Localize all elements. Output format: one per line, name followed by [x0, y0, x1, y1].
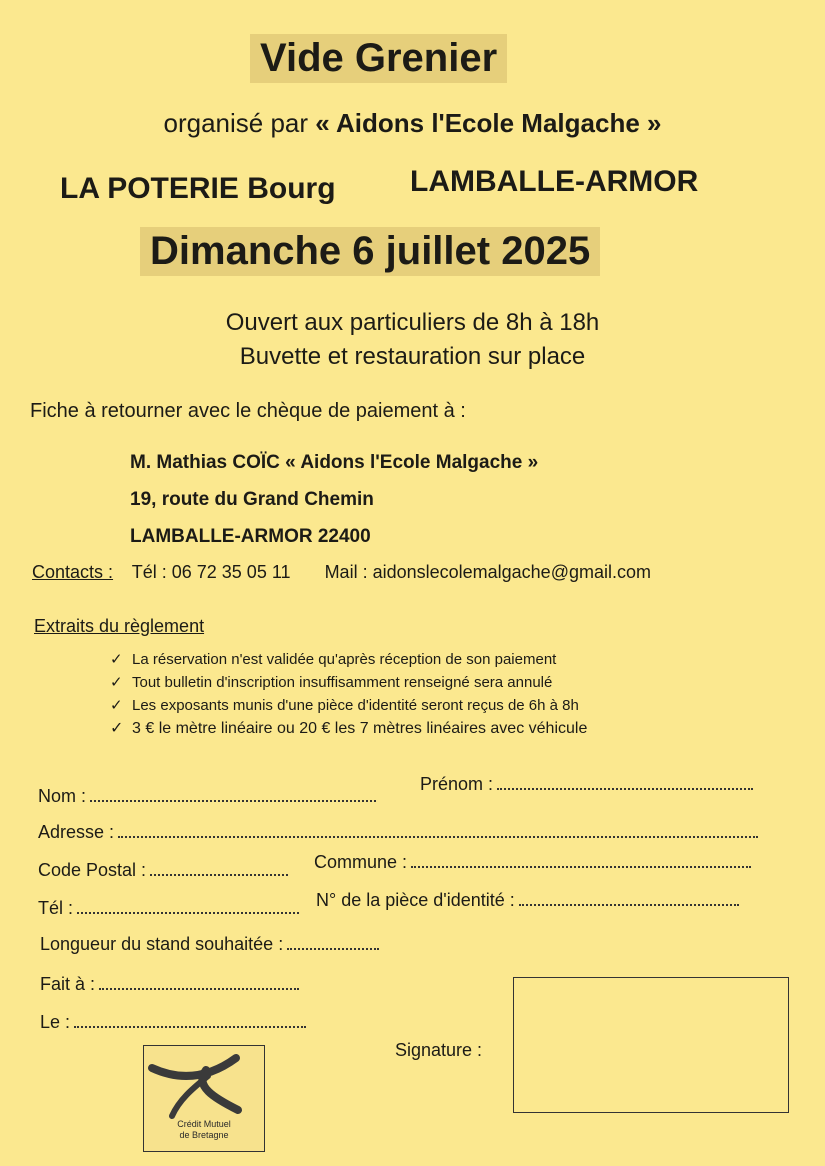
field-longueur-stand[interactable]: Longueur du stand souhaitée : [40, 934, 379, 955]
list-item: ✓ La réservation n'est validée qu'après réception de son paiement [110, 648, 587, 671]
longueur-dotted-line[interactable] [287, 934, 379, 950]
opening-hours: Ouvert aux particuliers de 8h à 18h [225, 309, 600, 336]
contact-phone: Tél : 06 72 35 05 11 [131, 562, 291, 582]
checkmark-icon: ✓ [110, 720, 124, 737]
field-nom[interactable]: Nom : [38, 786, 376, 807]
le-dotted-line[interactable] [74, 1012, 306, 1028]
checkmark-icon: ✓ [110, 651, 123, 668]
contact-email: Mail : aidonslecolemalgache@gmail.com [324, 562, 651, 582]
organiser-prefix: organisé par [163, 108, 316, 138]
rules-list [110, 648, 587, 740]
catering-info: Buvette et restauration sur place [239, 343, 586, 370]
address-line-street: 19, route du Grand Chemin [130, 489, 374, 510]
field-commune[interactable]: Commune : [314, 852, 751, 873]
fait-a-dotted-line[interactable] [99, 974, 299, 990]
sponsor-logo [143, 1045, 265, 1152]
field-le[interactable]: Le : [40, 1012, 306, 1033]
list-item: ✓ Tout bulletin d'inscription insuffisamment renseigné sera annulé [110, 671, 587, 694]
field-fait-a[interactable]: Fait à : [40, 974, 299, 995]
checkmark-icon: ✓ [110, 674, 123, 691]
piece-identite-dotted-line[interactable] [519, 890, 739, 906]
event-title: Vide Grenier [250, 34, 507, 83]
tel-dotted-line[interactable] [77, 898, 299, 914]
checkmark-icon: ✓ [110, 697, 123, 714]
postal-address [130, 444, 538, 555]
location-village: LA POTERIE Bourg [60, 172, 336, 205]
field-tel[interactable]: Tél : [38, 898, 299, 919]
return-instructions: Fiche à retourner avec le chèque de paiement à : [30, 400, 466, 422]
list-item: ✓ 3 € le mètre linéaire ou 20 € les 7 mètres linéaires avec véhicule [110, 717, 587, 740]
field-adresse[interactable]: Adresse : [38, 822, 758, 843]
location-town: LAMBALLE-ARMOR [410, 165, 699, 198]
event-date: Dimanche 6 juillet 2025 [140, 227, 600, 276]
field-code-postal[interactable]: Code Postal : [38, 860, 288, 881]
adresse-dotted-line[interactable] [118, 822, 758, 838]
event-info [0, 306, 825, 374]
rules-title: Extraits du règlement [34, 616, 205, 636]
commune-dotted-line[interactable] [411, 852, 751, 868]
address-line-city: LAMBALLE-ARMOR 22400 [130, 526, 371, 547]
contacts-line [32, 562, 651, 583]
prenom-dotted-line[interactable] [497, 774, 753, 790]
field-piece-identite[interactable]: N° de la pièce d'identité : [316, 890, 739, 911]
field-prenom[interactable]: Prénom : [420, 774, 753, 795]
sponsor-name: Crédit Mutuel de Bretagne [177, 1119, 231, 1140]
organiser-name: « Aidons l'Ecole Malgache » [315, 108, 662, 138]
code-postal-dotted-line[interactable] [150, 860, 288, 876]
list-item: ✓ Les exposants munis d'une pièce d'identité seront reçus de 6h à 8h [110, 694, 587, 717]
signature-label: Signature : [395, 1040, 483, 1060]
contacts-label: Contacts : [32, 562, 114, 582]
signature-box[interactable] [513, 977, 789, 1113]
organiser-line [0, 108, 825, 139]
address-line-recipient: M. Mathias COÏC « Aidons l'Ecole Malgache » [130, 452, 539, 473]
nom-dotted-line[interactable] [90, 786, 376, 802]
